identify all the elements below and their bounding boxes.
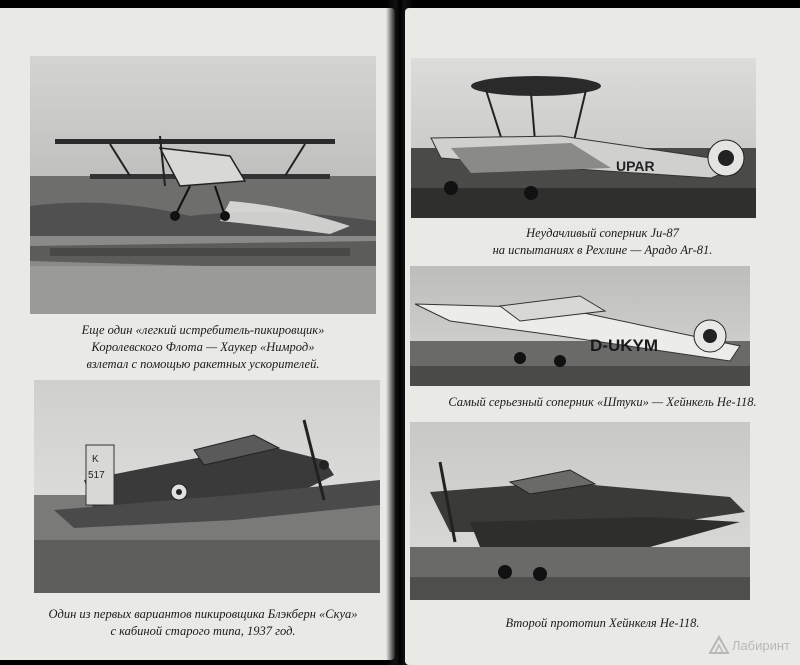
caption-arado-ar81 — [405, 225, 800, 259]
registration-text: D-UKYM — [590, 336, 658, 355]
photo-hawker-nimrod — [30, 56, 376, 314]
left-page — [0, 8, 395, 660]
caption-line: Еще один «легкий истребитель-пикировщик» — [81, 323, 325, 337]
labirint-logo-icon — [708, 635, 730, 655]
photo-blackburn-skua — [34, 380, 380, 593]
watermark-text: Лабиринт — [731, 637, 790, 653]
caption-line: с кабиной старого типа, 1937 год. — [110, 624, 296, 638]
photo-arado-ar81 — [411, 58, 756, 218]
photo-heinkel-he118-dukym — [410, 266, 750, 386]
caption-line: Королевского Флота — Хаукер «Нимрод» — [91, 340, 315, 354]
caption-line: на испытаниях в Рехлине — Арадо Ar-81. — [492, 243, 713, 257]
photo-heinkel-he118-prototype — [410, 422, 750, 600]
caption-line: Один из первых вариантов пикировщика Блэкберн «Скуа» — [48, 607, 358, 621]
labirint-watermark — [708, 635, 790, 655]
caption-heinkel-he118 — [405, 394, 800, 411]
caption-line: Второй прототип Хейнкеля Не-118. — [505, 616, 700, 630]
tail-number: 517 — [88, 470, 105, 481]
caption-hawker-nimrod — [20, 322, 386, 373]
caption-line: взлетал с помощью ракетных ускорителей. — [86, 357, 320, 371]
caption-line: Неудачливый соперник Ju-87 — [526, 226, 679, 240]
caption-line: Самый серьезный соперник «Штуки» — Хейнкель Не-118. — [448, 395, 757, 409]
registration-text: UPAR — [616, 158, 655, 174]
caption-heinkel-he118-prototype — [405, 615, 800, 632]
right-page — [405, 8, 800, 665]
caption-blackburn-skua — [20, 606, 386, 640]
tail-letter: K — [92, 454, 99, 465]
